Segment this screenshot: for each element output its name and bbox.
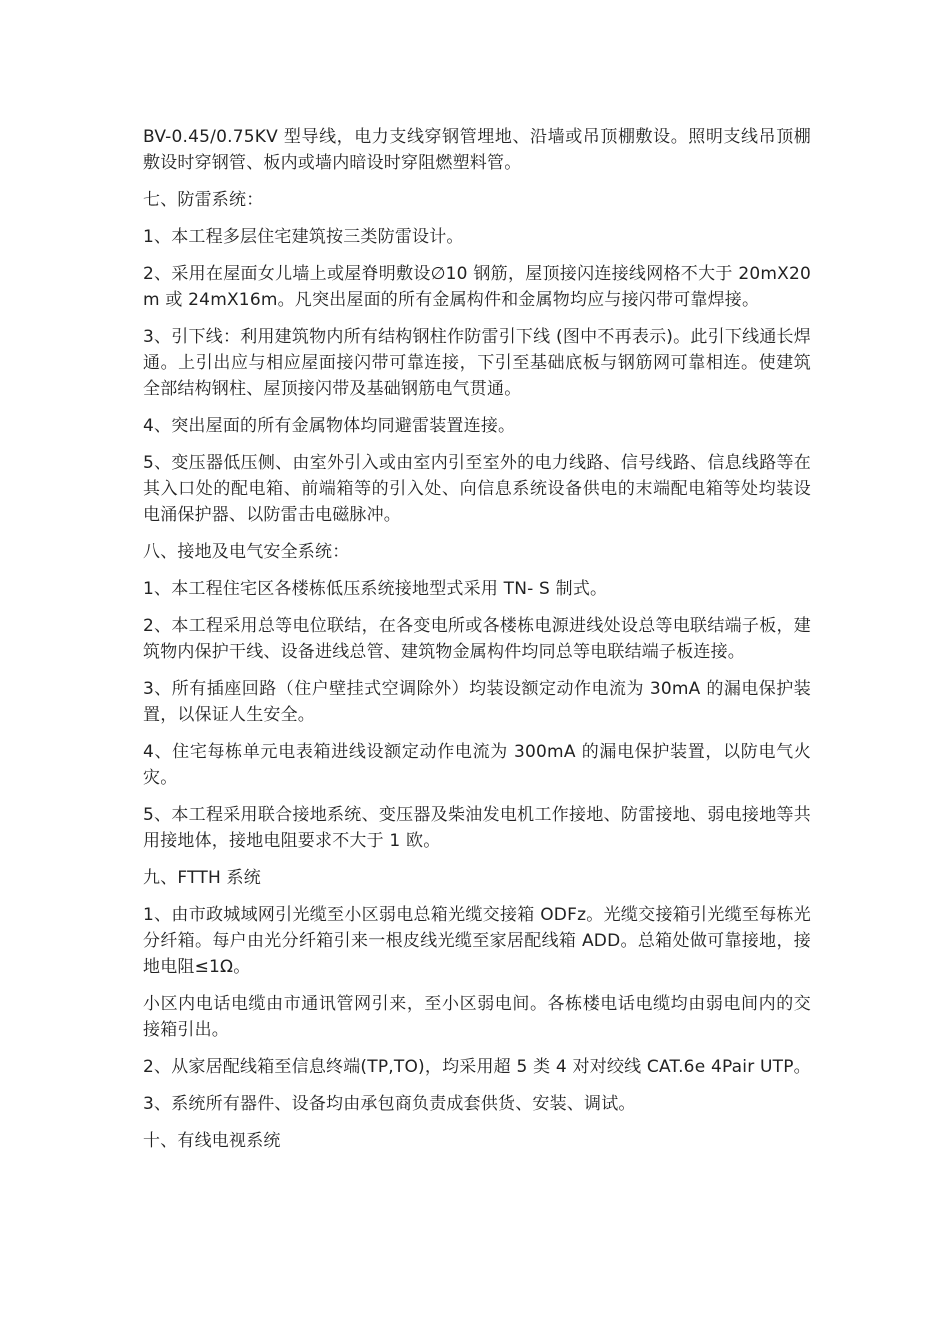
- section-heading-cable-tv: 十、有线电视系统: [143, 1131, 281, 1151]
- paragraph-lightning-4: 4、突出屋面的所有金属物体均同避雷装置连接。: [143, 416, 516, 436]
- paragraph-grounding-3: 3、所有插座回路（住户壁挂式空调除外）均装设额定动作电流为 30mA 的漏电保护装置，以保证人生安全。: [143, 679, 811, 725]
- paragraph-grounding-2: 2、本工程采用总等电位联结，在各变电所或各楼栋电源进线处设总等电联结端子板，建筑物内保护干线、设备进线总管、建筑物金属构件均同总等电联结端子板连接。: [143, 616, 811, 662]
- paragraph-ftth-3: 3、系统所有器件、设备均由承包商负责成套供货、安装、调试。: [143, 1094, 636, 1114]
- paragraph-lightning-5: 5、变压器低压侧、由室外引入或由室内引至室外的电力线路、信号线路、信息线路等在其入口处的配电箱、前端箱等的引入处、向信息系统设备供电的末端配电箱等处均装设电涌保护器、以防雷击电磁脉冲。: [143, 453, 811, 525]
- paragraph-ftth-1: 1、由市政城域网引光缆至小区弱电总箱光缆交接箱 ODFz。光缆交接箱引光缆至每栋光分纤箱。每户由光分纤箱引来一根皮线光缆至家居配线箱 ADD。总箱处做可靠接地，接地电阻≤1Ω。: [143, 905, 811, 977]
- paragraph-grounding-5: 5、本工程采用联合接地系统、变压器及柴油发电机工作接地、防雷接地、弱电接地等共用接地体，接地电阻要求不大于 1 欧。: [143, 805, 811, 851]
- paragraph-lightning-1: 1、本工程多层住宅建筑按三类防雷设计。: [143, 227, 464, 247]
- document-body: [143, 124, 811, 1165]
- paragraph-ftth-telephone: 小区内电话电缆由市通讯管网引来，至小区弱电间。各栋楼电话电缆均由弱电间内的交接箱引出。: [143, 994, 811, 1040]
- paragraph-grounding-4: 4、住宅每栋单元电表箱进线设额定动作电流为 300mA 的漏电保护装置，以防电气火灾。: [143, 742, 811, 788]
- paragraph-ftth-2: 2、从家居配线箱至信息终端(TP,TO)，均采用超 5 类 4 对对绞线 CAT.6e 4Pair UTP。: [143, 1057, 811, 1077]
- paragraph-wiring: BV-0.45/0.75KV 型导线，电力支线穿钢管埋地、沿墙或吊顶棚敷设。照明支线吊顶棚敷设时穿钢管、板内或墙内暗设时穿阻燃塑料管。: [143, 127, 811, 173]
- paragraph-lightning-2: 2、采用在屋面女儿墙上或屋脊明敷设∅10 钢筋，屋顶接闪连接线网格不大于 20mX20m 或 24mX16m。凡突出屋面的所有金属构件和金属物均应与接闪带可靠焊接。: [143, 264, 811, 310]
- paragraph-lightning-3: 3、引下线：利用建筑物内所有结构钢柱作防雷引下线 (图中不再表示)。此引下线通长焊通。上引出应与相应屋面接闪带可靠连接，下引至基础底板与钢筋网可靠相连。使建筑全部结构钢柱、屋顶接闪带及基础钢筋电气贯通。: [143, 327, 811, 399]
- section-heading-ftth: 九、FTTH 系统: [143, 868, 261, 888]
- paragraph-grounding-1: 1、本工程住宅区各楼栋低压系统接地型式采用 TN- S 制式。: [143, 579, 608, 599]
- section-heading-lightning: 七、防雷系统：: [143, 190, 264, 210]
- section-heading-grounding: 八、接地及电气安全系统：: [143, 542, 350, 562]
